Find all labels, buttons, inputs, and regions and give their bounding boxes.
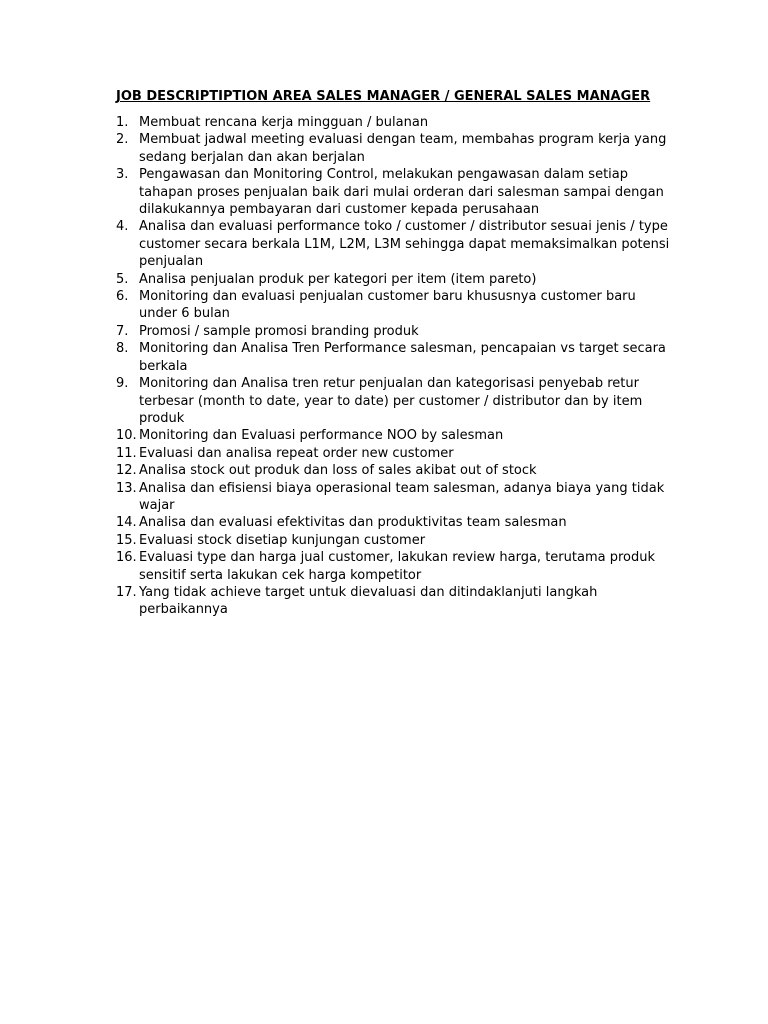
item-text: Evaluasi type dan harga jual customer, lakukan review harga, terutama produk sensitif serta lakukan cek harga kompetitor — [139, 550, 655, 583]
item-number: 15. — [116, 532, 137, 548]
list-item — [116, 514, 676, 531]
list-item — [116, 532, 676, 549]
item-text: Pengawasan dan Monitoring Control, melakukan pengawasan dalam setiap tahapan proses penjualan baik dari mulai orderan dari salesman sampai dengan dilakukannya pembayaran dari customer kepada perusahaan — [139, 167, 664, 218]
item-number: 7. — [116, 323, 129, 339]
item-number: 11. — [116, 445, 137, 461]
item-text: Monitoring dan Analisa Tren Performance salesman, pencapaian vs target secara berkala — [139, 341, 666, 374]
list-item — [116, 323, 676, 340]
list-item — [116, 375, 676, 427]
item-number: 13. — [116, 480, 137, 496]
item-text: Monitoring dan Evaluasi performance NOO by salesman — [139, 428, 504, 444]
item-number: 16. — [116, 550, 137, 566]
item-text: Analisa dan evaluasi efektivitas dan produktivitas team salesman — [139, 515, 567, 531]
list-item — [116, 288, 676, 323]
item-number: 4. — [116, 219, 129, 235]
item-number: 3. — [116, 167, 129, 183]
item-text: Analisa stock out produk dan loss of sales akibat out of stock — [139, 463, 537, 479]
item-number: 9. — [116, 376, 129, 392]
list-item — [116, 114, 676, 131]
list-item — [116, 131, 676, 166]
list-item — [116, 218, 676, 270]
item-text: Monitoring dan evaluasi penjualan customer baru khususnya customer baru under 6 bulan — [139, 289, 636, 322]
item-number: 14. — [116, 515, 137, 531]
item-number: 5. — [116, 271, 129, 287]
list-item — [116, 340, 676, 375]
document-title: JOB DESCRIPTIPTION AREA SALES MANAGER / GENERAL SALES MANAGER — [116, 89, 651, 104]
item-text: Promosi / sample promosi branding produk — [139, 323, 419, 339]
item-text: Evaluasi stock disetiap kunjungan customer — [139, 532, 426, 548]
item-text: Membuat jadwal meeting evaluasi dengan team, membahas program kerja yang sedang berjalan dan akan berjalan — [139, 132, 667, 165]
item-number: 6. — [116, 289, 129, 305]
list-item — [116, 549, 676, 584]
item-text: Analisa dan evaluasi performance toko / customer / distributor sesuai jenis / type customer secara berkala L1M, L2M, L3M sehingga dapat memaksimalkan potensi penjualan — [139, 219, 670, 270]
item-text: Monitoring dan Analisa tren retur penjualan dan kategorisasi penyebab retur terbesar (month to date, year to date) per customer / distributor dan by item produk — [139, 376, 643, 426]
list-item — [116, 427, 676, 444]
item-text: Evaluasi dan analisa repeat order new customer — [139, 445, 454, 461]
item-number: 8. — [116, 341, 129, 357]
item-number: 17. — [116, 584, 137, 600]
list-item — [116, 271, 676, 288]
item-text: Analisa penjualan produk per kategori per item (item pareto) — [139, 271, 537, 287]
list-item — [116, 480, 676, 515]
item-number: 12. — [116, 463, 137, 479]
item-text: Yang tidak achieve target untuk dievaluasi dan ditindaklanjuti langkah perbaikannya — [139, 584, 598, 618]
item-number: 1. — [116, 115, 129, 130]
list-item — [116, 584, 676, 619]
job-duty-list — [116, 114, 676, 619]
item-text: Membuat rencana kerja mingguan / bulanan — [139, 115, 429, 130]
list-item — [116, 166, 676, 218]
item-text: Analisa dan efisiensi biaya operasional team salesman, adanya biaya yang tidak wajar — [139, 480, 665, 513]
list-item — [116, 445, 676, 462]
list-item — [116, 462, 676, 479]
item-number: 10. — [116, 428, 137, 444]
item-number: 2. — [116, 132, 129, 148]
